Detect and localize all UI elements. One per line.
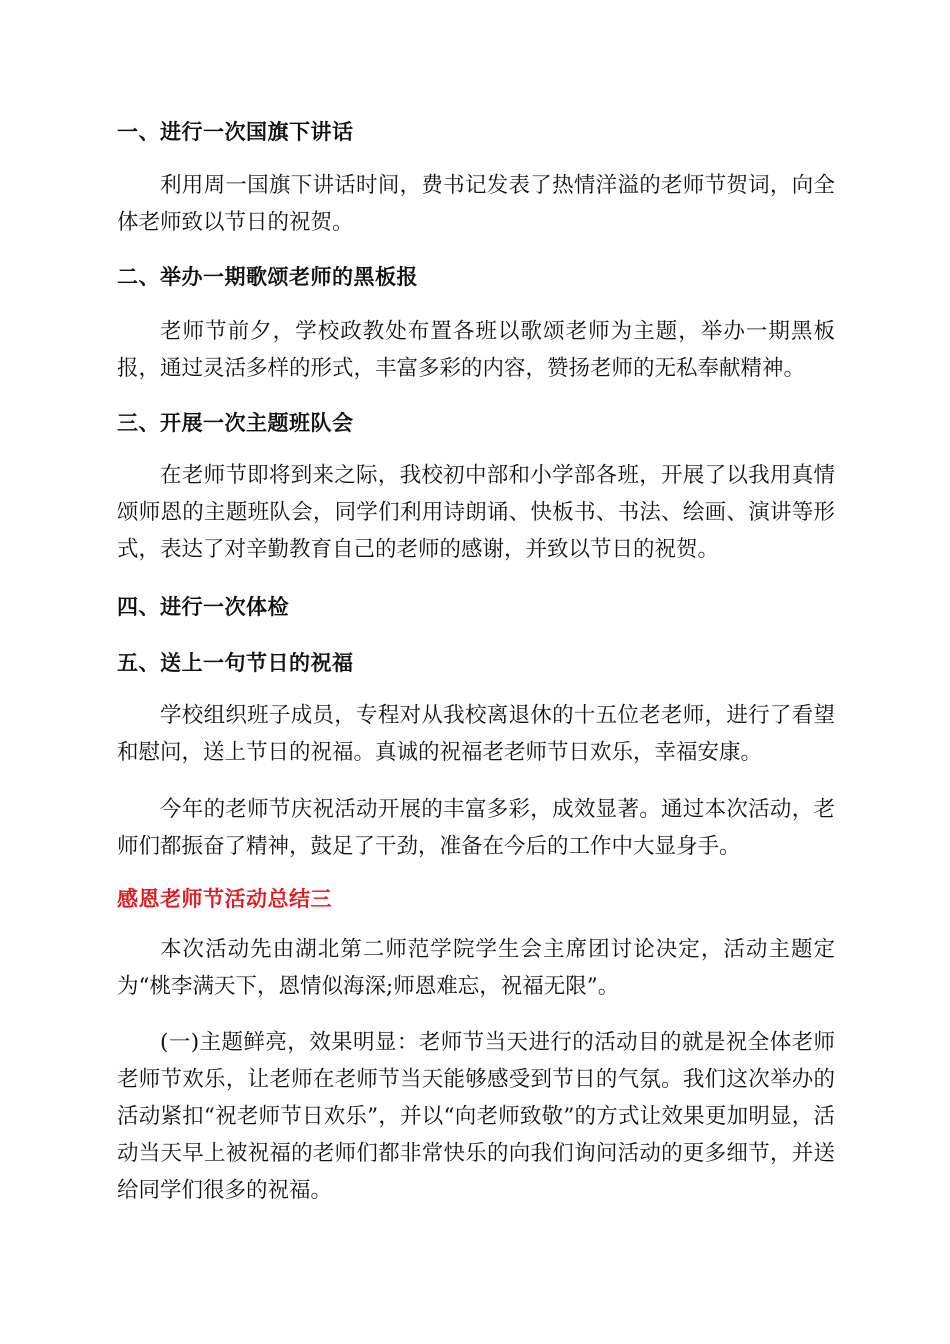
section-heading-5: 五、送上一句节日的祝福 bbox=[117, 651, 354, 675]
paragraph-2: 老师节前夕，学校政教处布置各班以歌颂老师为主题，举办一期黑板报，通过灵活多样的形式，丰富多彩的内容，赞扬老师的无私奉献精神。 bbox=[117, 319, 835, 381]
paragraph-4: 学校组织班子成员，专程对从我校离退休的十五位老老师，进行了看望和慰问，送上节日的祝福。真诚的祝福老老师节日欢乐，幸福安康。 bbox=[117, 703, 835, 765]
paragraph-1: 利用周一国旗下讲话时间，费书记发表了热情洋溢的老师节贺词，向全体老师致以节日的祝贺。 bbox=[117, 173, 835, 235]
section-heading-2: 二、举办一期歌颂老师的黑板报 bbox=[117, 265, 418, 289]
paragraph-5: 今年的老师节庆祝活动开展的丰富多彩，成效显著。通过本次活动，老师们都振奋了精神，鼓足了干劲，准备在今后的工作中大显身手。 bbox=[117, 797, 835, 859]
summary-title: 感恩老师节活动总结三 bbox=[117, 887, 332, 911]
paragraph-3: 在老师节即将到来之际，我校初中部和小学部各班，开展了以我用真情颂师恩的主题班队会，同学们利用诗朗诵、快板书、书法、绘画、演讲等形式，表达了对辛勤教育自己的老师的感谢，并致以节日的祝贺。 bbox=[117, 463, 835, 562]
paragraph-6: 本次活动先由湖北第二师范学院学生会主席团讨论决定，活动主题定为“桃李满天下，恩情似海深;师恩难忘，祝福无限”。 bbox=[117, 937, 835, 999]
section-heading-1: 一、进行一次国旗下讲话 bbox=[117, 120, 354, 144]
paragraph-7: (一)主题鲜亮，效果明显：老师节当天进行的活动目的就是祝全体老师老师节欢乐，让老师在老师节当天能够感受到节日的气氛。我们这次举办的活动紧扣“祝老师节日欢乐”，并以“向老师致敬”的方式让效果更加明显，活动当天早上被祝福的老师们都非常快乐的向我们询问活动的更多细节，并送给同学们很多的祝福。 bbox=[117, 1030, 835, 1203]
section-heading-4: 四、进行一次体检 bbox=[117, 595, 289, 619]
section-heading-3: 三、开展一次主题班队会 bbox=[117, 411, 354, 435]
